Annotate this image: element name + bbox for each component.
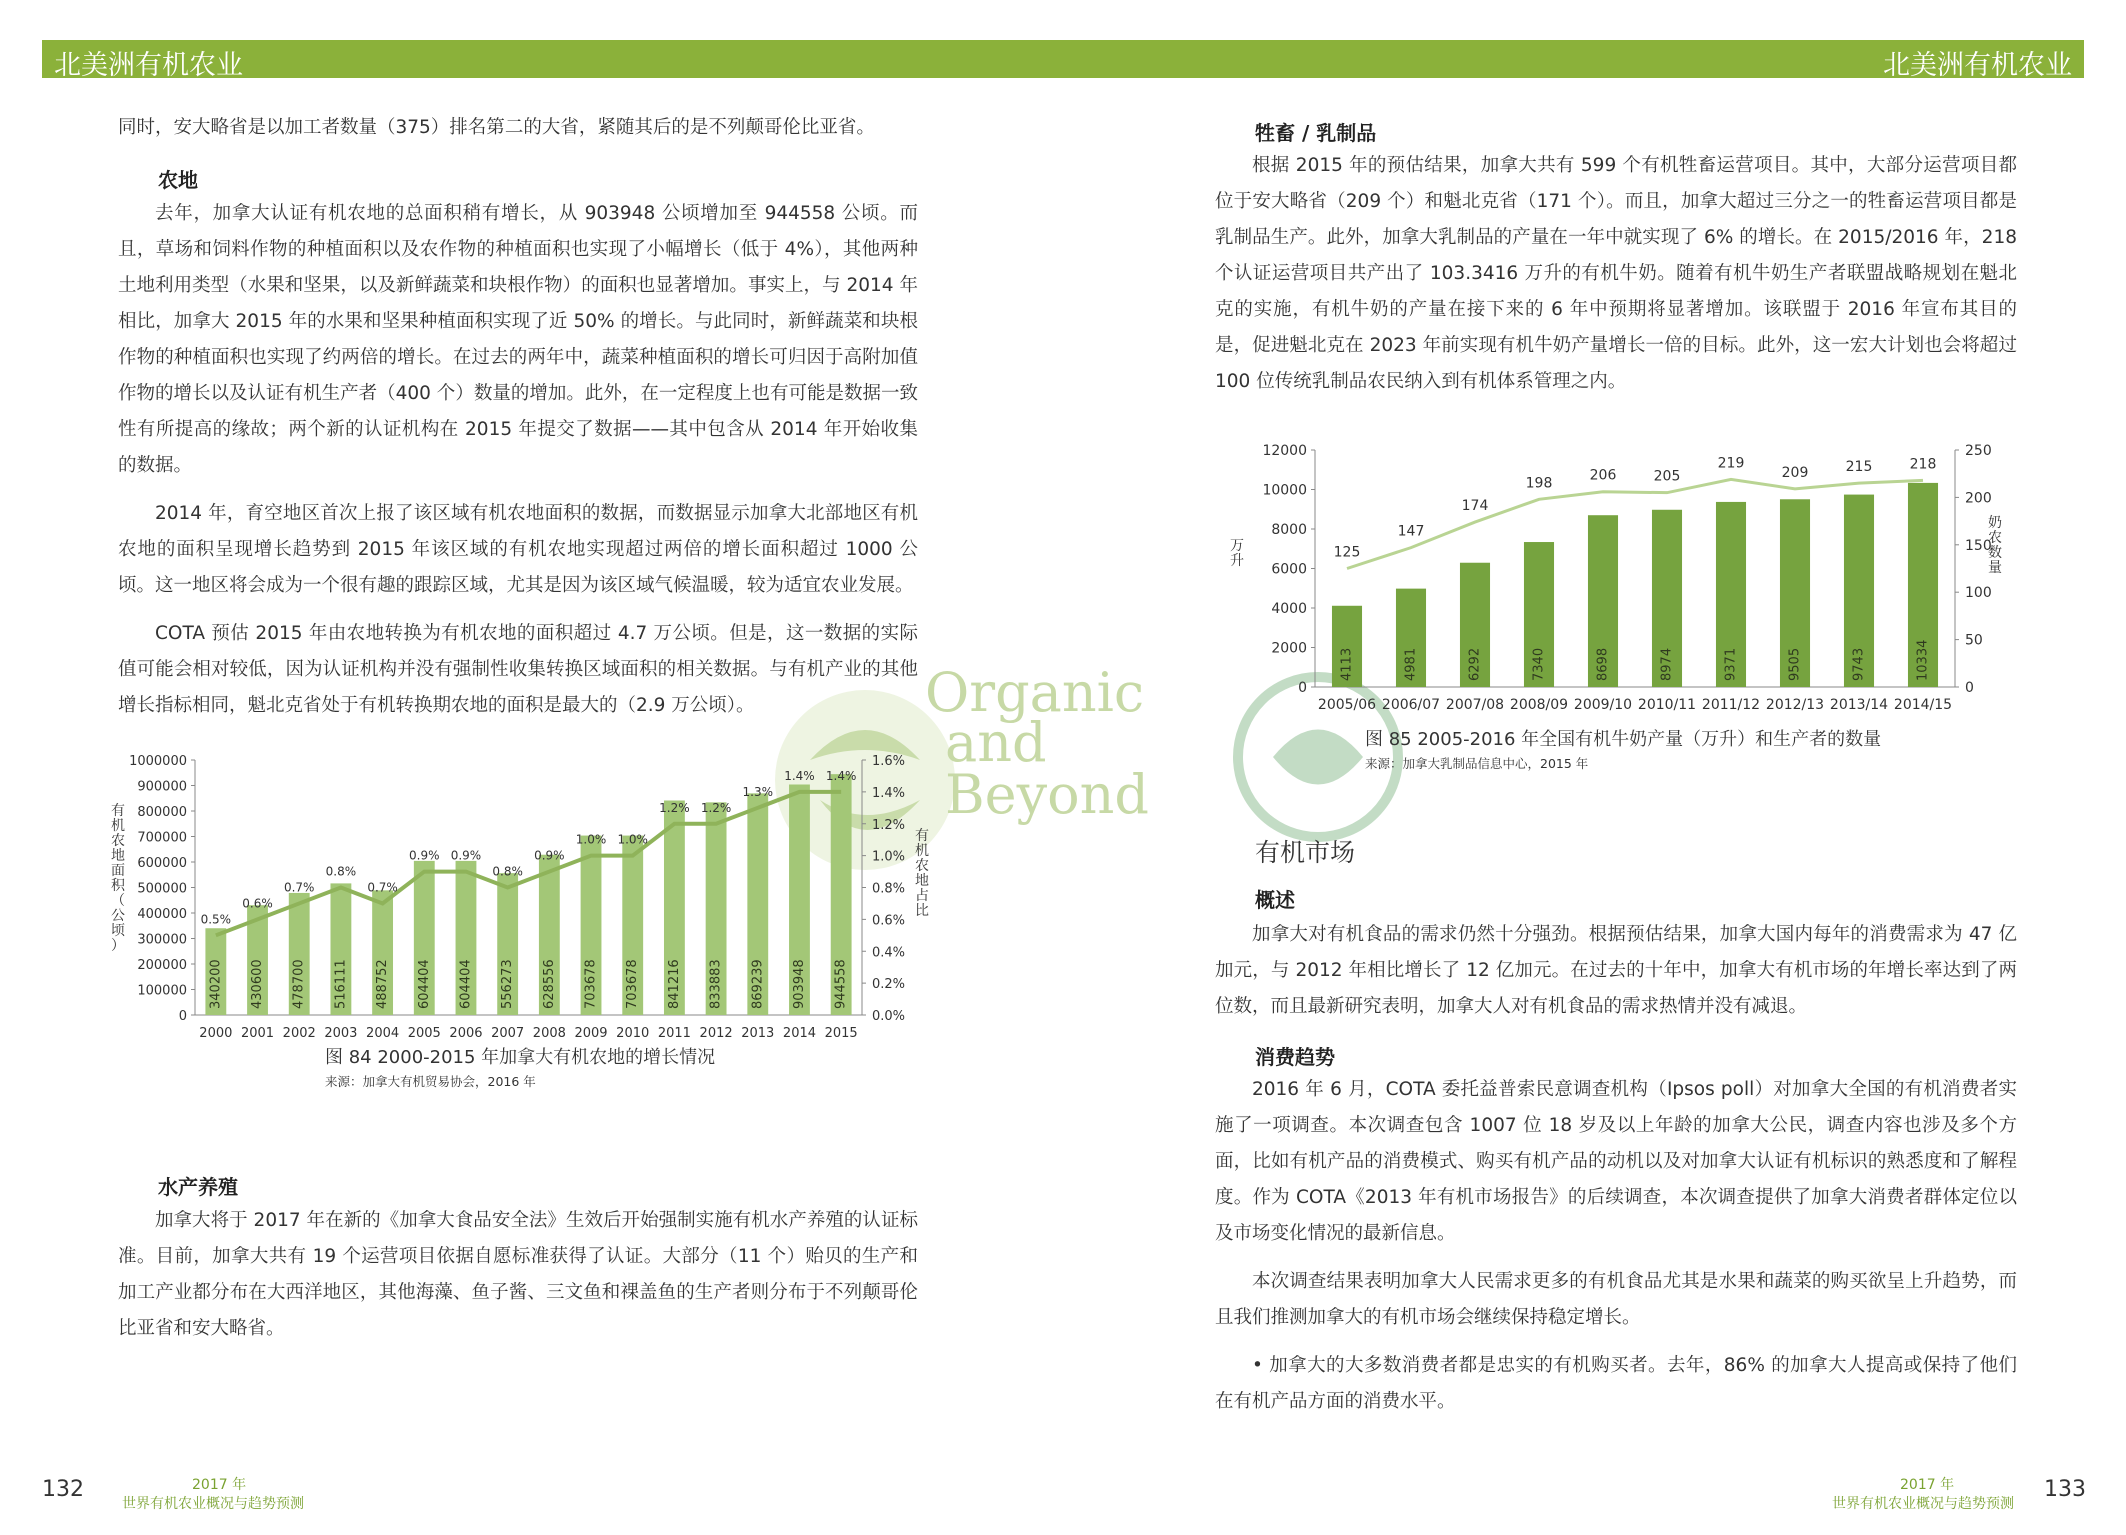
point-value-label: 0.9% xyxy=(409,848,440,863)
point-value-label: 147 xyxy=(1397,523,1425,540)
point-value-label: 215 xyxy=(1845,459,1873,476)
x-tick-label: 2000 xyxy=(199,1026,233,1041)
x-tick-label: 2004 xyxy=(366,1026,400,1041)
y-tick-label: 500000 xyxy=(137,881,187,897)
bar-value-label: 556273 xyxy=(500,959,516,1009)
trend-paragraph-2: 本次调查结果表明加拿大人民需求更多的有机食品尤其是水果和蔬菜的购买欲呈上升趋势，而且我们推测加拿大的有机市场会继续保持稳定增长。 xyxy=(1215,1271,2017,1328)
bar-value-label: 6292 xyxy=(1467,647,1483,681)
x-tick-label: 2013/14 xyxy=(1829,697,1889,713)
fig85-source: 来源：加拿大乳制品信息中心，2015 年 xyxy=(1365,756,1589,771)
y2-tick-label: 250 xyxy=(1965,443,1992,459)
trend-paragraph-1: 2016 年 6 月，COTA 委托益普索民意调查机构（Ipsos poll）对加拿大全国的有机消费者实施了一项调查。本次调查包含 1007 位 18 岁及以上年龄的加拿大公民，调查内容也涉及多个方面，比如有机产品的消费模式、购买有机产品的动机以及对加拿大认证有机标识的熟悉度和了解程度。作为 COTA《2013 年有机市场报告》的后续调查，本次调查提供了加拿大消费者群体定位以及市场变化情况的最新信息。 xyxy=(1215,1079,2017,1244)
bar-value-label: 628556 xyxy=(541,959,557,1009)
point-value-label: 209 xyxy=(1781,464,1809,481)
bar-value-label: 4113 xyxy=(1339,647,1355,681)
farmland-paragraph-1: 去年，加拿大认证有机农地的总面积稍有增长，从 903948 公顷增加至 944558 公顷。而且，草场和饲料作物的种植面积以及农作物的种植面积也实现了小幅增长（低于 4%），其他两种土地利用类型（水果和坚果，以及新鲜蔬菜和块根作物）的面积也显著增加。事实上，与 2014 年相比，加拿大 2015 年的水果和坚果种植面积实现了近 50% 的增长。与此同时，新鲜蔬菜和块根作物的种植面积也实现了约两倍的增长。在过去的两年中，蔬菜种植面积的增长可归因于高附加值作物的增长以及认证有机生产者（400 个）数量的增加。此外，在一定程度上也有可能是数据一致性有所提高的缘故；两个新的认证机构在 2015 年提交了数据——其中包含从 2014 年开始收集的数据。 xyxy=(118,203,918,476)
point-value-label: 1.4% xyxy=(784,768,815,783)
x-tick-label: 2007/08 xyxy=(1445,697,1505,713)
bar-value-label: 430600 xyxy=(250,959,266,1009)
point-value-label: 1.0% xyxy=(617,832,648,847)
y2-tick-label: 0.0% xyxy=(872,1009,906,1024)
footer-year-left: 2017 年 xyxy=(192,1477,247,1493)
livestock-paragraph: 根据 2015 年的预估结果，加拿大共有 599 个有机牲畜运营项目。其中，大部分运营项目都位于安大略省（209 个）和魁北克省（171 个）。而且，加拿大超过三分之一的牲畜运营项目都是乳制品生产。此外，加拿大乳制品的产量在一年中就实现了 6% 的增长。在 2015/2016 年，218 个认证运营项目共产出了 103.3416 万升的有机牛奶。随着有机牛奶生产者联盟战略规划在魁北克的实施，有机牛奶的产量在接下来的 6 年中预期将显著增加。该联盟于 2016 年宣布其目的是，促进魁北克在 2023 年前实现有机牛奶产量增长一倍的目标。此外，这一宏大计划也会将超过 100 位传统乳制品农民纳入到有机体系管理之内。 xyxy=(1215,155,2017,392)
point-value-label: 1.3% xyxy=(742,784,774,799)
point-value-label: 205 xyxy=(1653,468,1681,485)
point-value-label: 0.7% xyxy=(367,880,398,895)
x-tick-label: 2008 xyxy=(532,1026,566,1041)
bar-value-label: 9371 xyxy=(1723,647,1739,681)
y2-tick-label: 200 xyxy=(1965,490,1992,507)
farmland-heading: 农地 xyxy=(158,168,198,192)
bar-value-label: 8698 xyxy=(1595,647,1611,681)
y-tick-label: 900000 xyxy=(137,779,187,795)
y-tick-label: 2000 xyxy=(1271,640,1307,657)
watermark-line3: Beyond xyxy=(945,763,1150,826)
y-tick-label: 700000 xyxy=(137,830,187,846)
watermark-line2: and xyxy=(945,711,1047,774)
intro-text: 同时，安大略省是以加工者数量（375）排名第二的大省，紧随其后的是不列颠哥伦比亚省。 xyxy=(118,117,875,138)
bar-value-label: 903948 xyxy=(791,959,807,1009)
y2-tick-label: 1.4% xyxy=(872,785,906,801)
y2-tick-label: 1.0% xyxy=(872,849,906,865)
bar-value-label: 7340 xyxy=(1531,647,1547,681)
bar-value-label: 604404 xyxy=(416,959,432,1009)
x-tick-label: 2010/11 xyxy=(1637,697,1697,713)
x-tick-label: 2013 xyxy=(741,1026,775,1041)
y2-tick-label: 1.2% xyxy=(872,817,906,833)
point-value-label: 218 xyxy=(1909,456,1937,473)
fig84-caption: 图 84 2000-2015 年加拿大有机农地的增长情况 xyxy=(325,1047,716,1068)
market-section-title: 有机市场 xyxy=(1255,838,1356,867)
x-tick-label: 2015 xyxy=(824,1026,858,1041)
x-tick-label: 2012 xyxy=(699,1026,733,1041)
x-tick-label: 2002 xyxy=(282,1026,316,1041)
y-tick-label: 8000 xyxy=(1271,522,1307,538)
point-value-label: 0.6% xyxy=(242,896,273,911)
footer-book-right: 世界有机农业概况与趋势预测 xyxy=(1832,1496,2014,1512)
aquaculture-section xyxy=(118,1203,918,1359)
point-value-label: 1.0% xyxy=(575,832,607,847)
y-tick-label: 4000 xyxy=(1271,601,1307,617)
bar-value-label: 4981 xyxy=(1403,647,1419,681)
x-tick-label: 2007 xyxy=(491,1026,525,1041)
footer-book-left: 世界有机农业概况与趋势预测 xyxy=(122,1496,304,1512)
bar-value-label: 944558 xyxy=(833,959,849,1009)
overview-section xyxy=(1215,917,2017,1037)
y-tick-label: 1000000 xyxy=(129,754,187,769)
y-tick-label: 0 xyxy=(1298,680,1307,696)
point-value-label: 174 xyxy=(1461,498,1489,515)
aquaculture-paragraph: 加拿大将于 2017 年在新的《加拿大食品安全法》生效后开始强制实施有机水产养殖的认证标准。目前，加拿大共有 19 个运营项目依据自愿标准获得了认证。大部分（11 个）贻贝的生产和加工产业都分布在大西洋地区，其他海藻、鱼子酱、三文鱼和裸盖鱼的生产者则分布于不列颠哥伦比亚省和安大略省。 xyxy=(118,1210,918,1339)
bar-value-label: 488752 xyxy=(375,959,391,1009)
farmland-paragraph-3: COTA 预估 2015 年由农地转换为有机农地的面积超过 4.7 万公顷。但是，这一数据的实际值可能会相对较低，因为认证机构并没有强制性收集转换区域面积的相关数据。与有机产业的其他增长指标相同，魁北克省处于有机转换期农地的面积是最大的（2.9 万公顷）。 xyxy=(118,623,918,716)
y2-tick-label: 0.4% xyxy=(872,945,906,961)
y-tick-label: 800000 xyxy=(137,805,187,820)
intro-paragraph xyxy=(118,110,918,158)
point-value-label: 1.2% xyxy=(700,800,732,815)
x-tick-label: 2014/15 xyxy=(1893,697,1953,713)
bar-value-label: 703678 xyxy=(625,959,641,1009)
bar-value-label: 10334 xyxy=(1915,639,1931,681)
series-line xyxy=(1347,479,1923,568)
y-tick-label: 400000 xyxy=(137,907,187,922)
x-tick-label: 2011 xyxy=(657,1026,691,1041)
x-tick-label: 2012/13 xyxy=(1765,697,1825,713)
point-value-label: 0.7% xyxy=(283,880,315,895)
point-value-label: 0.9% xyxy=(450,848,482,863)
x-tick-label: 2009 xyxy=(574,1026,608,1041)
x-tick-label: 2001 xyxy=(240,1026,275,1041)
aquaculture-heading: 水产养殖 xyxy=(158,1175,238,1199)
bar-value-label: 516111 xyxy=(333,959,349,1009)
x-tick-label: 2009/10 xyxy=(1573,697,1633,713)
bar-value-label: 9743 xyxy=(1851,647,1867,681)
y2-tick-label: 100 xyxy=(1965,585,1992,602)
y-tick-label: 10000 xyxy=(1262,482,1307,499)
x-tick-label: 2003 xyxy=(324,1026,358,1041)
trend-heading: 消费趋势 xyxy=(1255,1045,1335,1069)
bar-value-label: 841216 xyxy=(666,959,682,1009)
farmland-paragraph-2: 2014 年，育空地区首次上报了该区域有机农地面积的数据，而数据显示加拿大北部地区有机农地的面积呈现增长趋势到 2015 年该区域的有机农地实现超过两倍的增长面积超过 1000 公顷。这一地区将会成为一个很有趣的跟踪区域，尤其是因为该区域气候温暖，较为适宜农业发展。 xyxy=(118,503,918,596)
bar-value-label: 340200 xyxy=(208,959,224,1009)
trend-section xyxy=(1215,1072,2017,1432)
y2-tick-label: 1.6% xyxy=(872,754,906,769)
overview-paragraph: 加拿大对有机食品的需求仍然十分强劲。根据预估结果，加拿大国内每年的消费需求为 47 亿加元，与 2012 年相比增长了 12 亿加元。在过去的十年中，加拿大有机市场的年增长率达到了两位数，而且最新研究表明，加拿大人对有机食品的需求热情并没有减退。 xyxy=(1215,924,2017,1017)
bar-value-label: 604404 xyxy=(458,959,474,1009)
y2-axis-title: 奶农数量 xyxy=(1988,515,2002,576)
header-banner xyxy=(42,40,2084,81)
x-tick-label: 2006 xyxy=(449,1026,483,1041)
page-number-left: 132 xyxy=(42,1477,84,1502)
y2-axis-title: 有机农地占比 xyxy=(915,828,929,919)
x-tick-label: 2014 xyxy=(782,1026,817,1041)
y-tick-label: 200000 xyxy=(137,958,187,973)
chart-farmland-growth xyxy=(100,745,940,1055)
overview-heading: 概述 xyxy=(1255,888,1295,912)
bar-value-label: 9505 xyxy=(1787,647,1803,681)
x-tick-label: 2011/12 xyxy=(1701,697,1761,713)
x-tick-label: 2006/07 xyxy=(1381,697,1441,713)
livestock-heading: 牲畜 / 乳制品 xyxy=(1255,121,1377,145)
point-value-label: 1.2% xyxy=(659,800,690,815)
x-tick-label: 2005/06 xyxy=(1317,697,1377,713)
footer-year-right: 2017 年 xyxy=(1900,1477,1955,1493)
page-number-right: 133 xyxy=(2044,1477,2086,1502)
y2-tick-label: 0 xyxy=(1965,680,1974,696)
bar-value-label: 8974 xyxy=(1659,647,1675,681)
y-tick-label: 600000 xyxy=(137,856,187,871)
y-axis-title: 万升 xyxy=(1230,538,1244,569)
y2-tick-label: 50 xyxy=(1965,632,1983,649)
y-tick-label: 12000 xyxy=(1262,443,1307,459)
point-value-label: 0.9% xyxy=(534,848,565,863)
chart-milk-production xyxy=(1215,432,2045,722)
y-tick-label: 6000 xyxy=(1271,561,1307,578)
bar-value-label: 703678 xyxy=(583,959,599,1009)
x-tick-label: 2005 xyxy=(407,1026,441,1041)
point-value-label: 206 xyxy=(1589,467,1617,484)
point-value-label: 125 xyxy=(1333,544,1361,561)
bar-value-label: 478700 xyxy=(291,959,307,1009)
farmland-section xyxy=(118,196,918,736)
bar-value-label: 833883 xyxy=(708,959,724,1009)
livestock-section xyxy=(1215,148,2017,412)
watermark-line1: Organic xyxy=(925,661,1145,724)
y2-tick-label: 0.8% xyxy=(872,881,906,897)
x-tick-label: 2008/09 xyxy=(1509,697,1569,713)
x-tick-label: 2010 xyxy=(616,1026,650,1041)
y-tick-label: 0 xyxy=(178,1009,187,1024)
header-title-left: 北美洲有机农业 xyxy=(54,50,243,81)
point-value-label: 0.8% xyxy=(325,864,357,879)
bar-value-label: 869239 xyxy=(750,959,766,1009)
header-title-right: 北美洲有机农业 xyxy=(1883,50,2072,81)
y2-tick-label: 0.6% xyxy=(872,913,906,929)
point-value-label: 0.5% xyxy=(200,912,232,927)
trend-paragraph-3: • 加拿大的大多数消费者都是忠实的有机购买者。去年，86% 的加拿大人提高或保持了他们在有机产品方面的消费水平。 xyxy=(1215,1355,2017,1412)
point-value-label: 219 xyxy=(1717,455,1745,472)
point-value-label: 198 xyxy=(1525,475,1553,492)
fig85-caption: 图 85 2005-2016 年全国有机牛奶产量（万升）和生产者的数量 xyxy=(1365,729,1882,750)
point-value-label: 1.4% xyxy=(825,768,857,783)
y-tick-label: 100000 xyxy=(137,983,187,999)
point-value-label: 0.8% xyxy=(492,864,523,879)
fig84-source: 来源：加拿大有机贸易协会，2016 年 xyxy=(325,1074,536,1089)
y-tick-label: 300000 xyxy=(137,932,187,948)
y-axis-title: 有机农地面积（公顷） xyxy=(111,803,125,954)
y2-tick-label: 150 xyxy=(1965,537,1992,554)
y2-tick-label: 0.2% xyxy=(872,977,906,993)
